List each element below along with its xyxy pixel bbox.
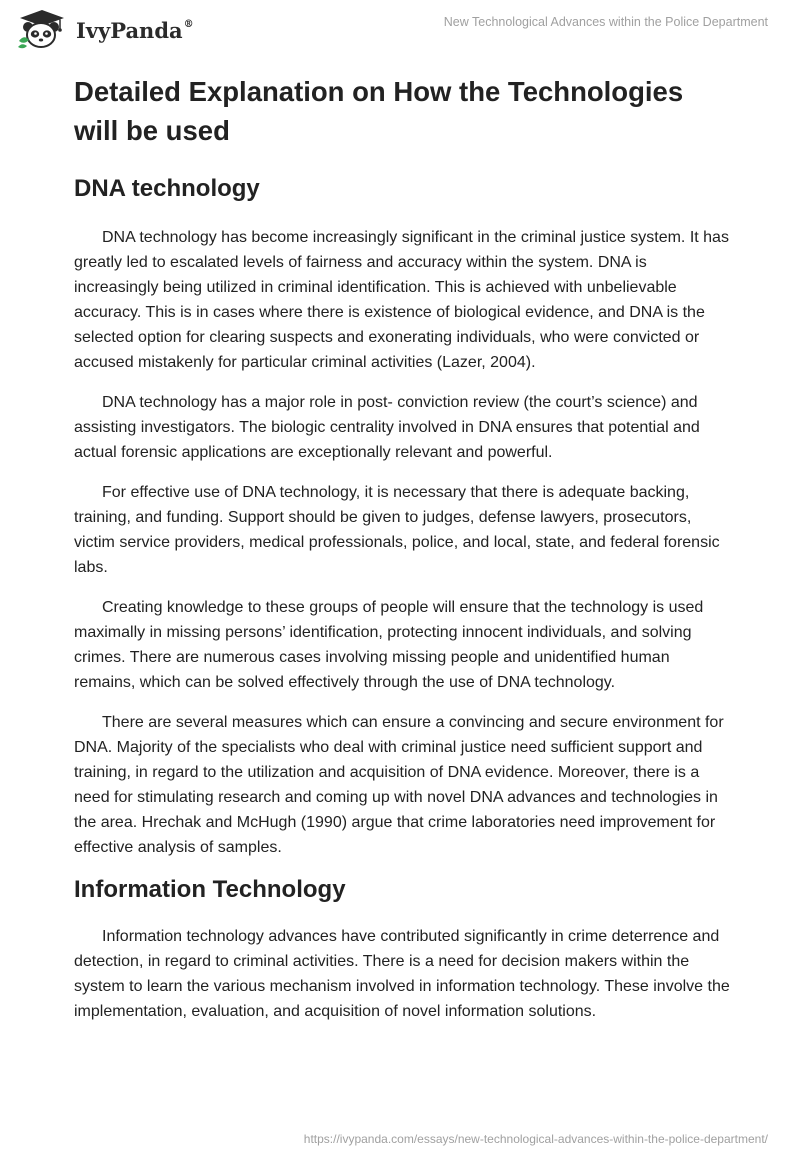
- running-title: New Technological Advances within the Police Department: [443, 15, 768, 29]
- panda-graduate-icon: [16, 9, 68, 49]
- section-heading-information-technology: Information Technology: [74, 876, 346, 903]
- page-header: [0, 0, 800, 60]
- paragraph: Information technology advances have contributed significantly in crime deterrence and detection, in regard to criminal activities. There is a need for decision makers within the system to learn the various mechanism involved in information technology. These involve the implementation, evaluation, and acquisition of novel information solutions.: [74, 928, 730, 1020]
- registered-mark: ®: [183, 18, 194, 30]
- paragraph: DNA technology has become increasingly significant in the criminal justice system. It has greatly led to escalated levels of fairness and accuracy within the system. DNA is increasingly being utilized in criminal identification. This is achieved with unbelievable accuracy. This is in cases where there is existence of biological evidence, and DNA is the selected option for clearing suspects and exonerating individuals, who were convicted or accused mistakenly for particular criminal activities (Lazer, 2004).: [74, 229, 729, 371]
- section-heading-dna: DNA technology: [74, 175, 260, 202]
- brand-name: IvyPanda®: [76, 17, 194, 43]
- brand-logo[interactable]: [16, 9, 194, 49]
- paragraph: For effective use of DNA technology, it is necessary that there is adequate backing, training, and funding. Support should be given to judges, defense lawyers, prosecutors, victim service providers, medical professionals, police, and local, state, and federal forensic labs.: [74, 484, 720, 576]
- source-url[interactable]: https://ivypanda.com/essays/new-technological-advances-within-the-police-department/: [303, 1132, 768, 1146]
- article: [74, 72, 734, 1039]
- page-title: Detailed Explanation on How the Technologies will be used: [74, 76, 684, 146]
- paragraph: There are several measures which can ensure a convincing and secure environment for DNA. Majority of the specialists who deal with criminal justice need sufficient support and training, in regard to the utilization and acquisition of DNA evidence. Moreover, there is a need for stimulating research and coming up with novel DNA advances and technologies in the area. Hrechak and McHugh (1990) argue that crime laboratories need improvement for effective analysis of samples.: [74, 714, 724, 856]
- paragraph: DNA technology has a major role in post- conviction review (the court’s science) and assisting investigators. The biologic centrality involved in DNA ensures that potential and actual forensic applications are exceptionally relevant and powerful.: [74, 394, 700, 461]
- paragraph: Creating knowledge to these groups of people will ensure that the technology is used maximally in missing persons’ identification, protecting innocent individuals, and solving crimes. There are numerous cases involving missing people and unidentified human remains, which can be solved effectively through the use of DNA technology.: [74, 599, 704, 691]
